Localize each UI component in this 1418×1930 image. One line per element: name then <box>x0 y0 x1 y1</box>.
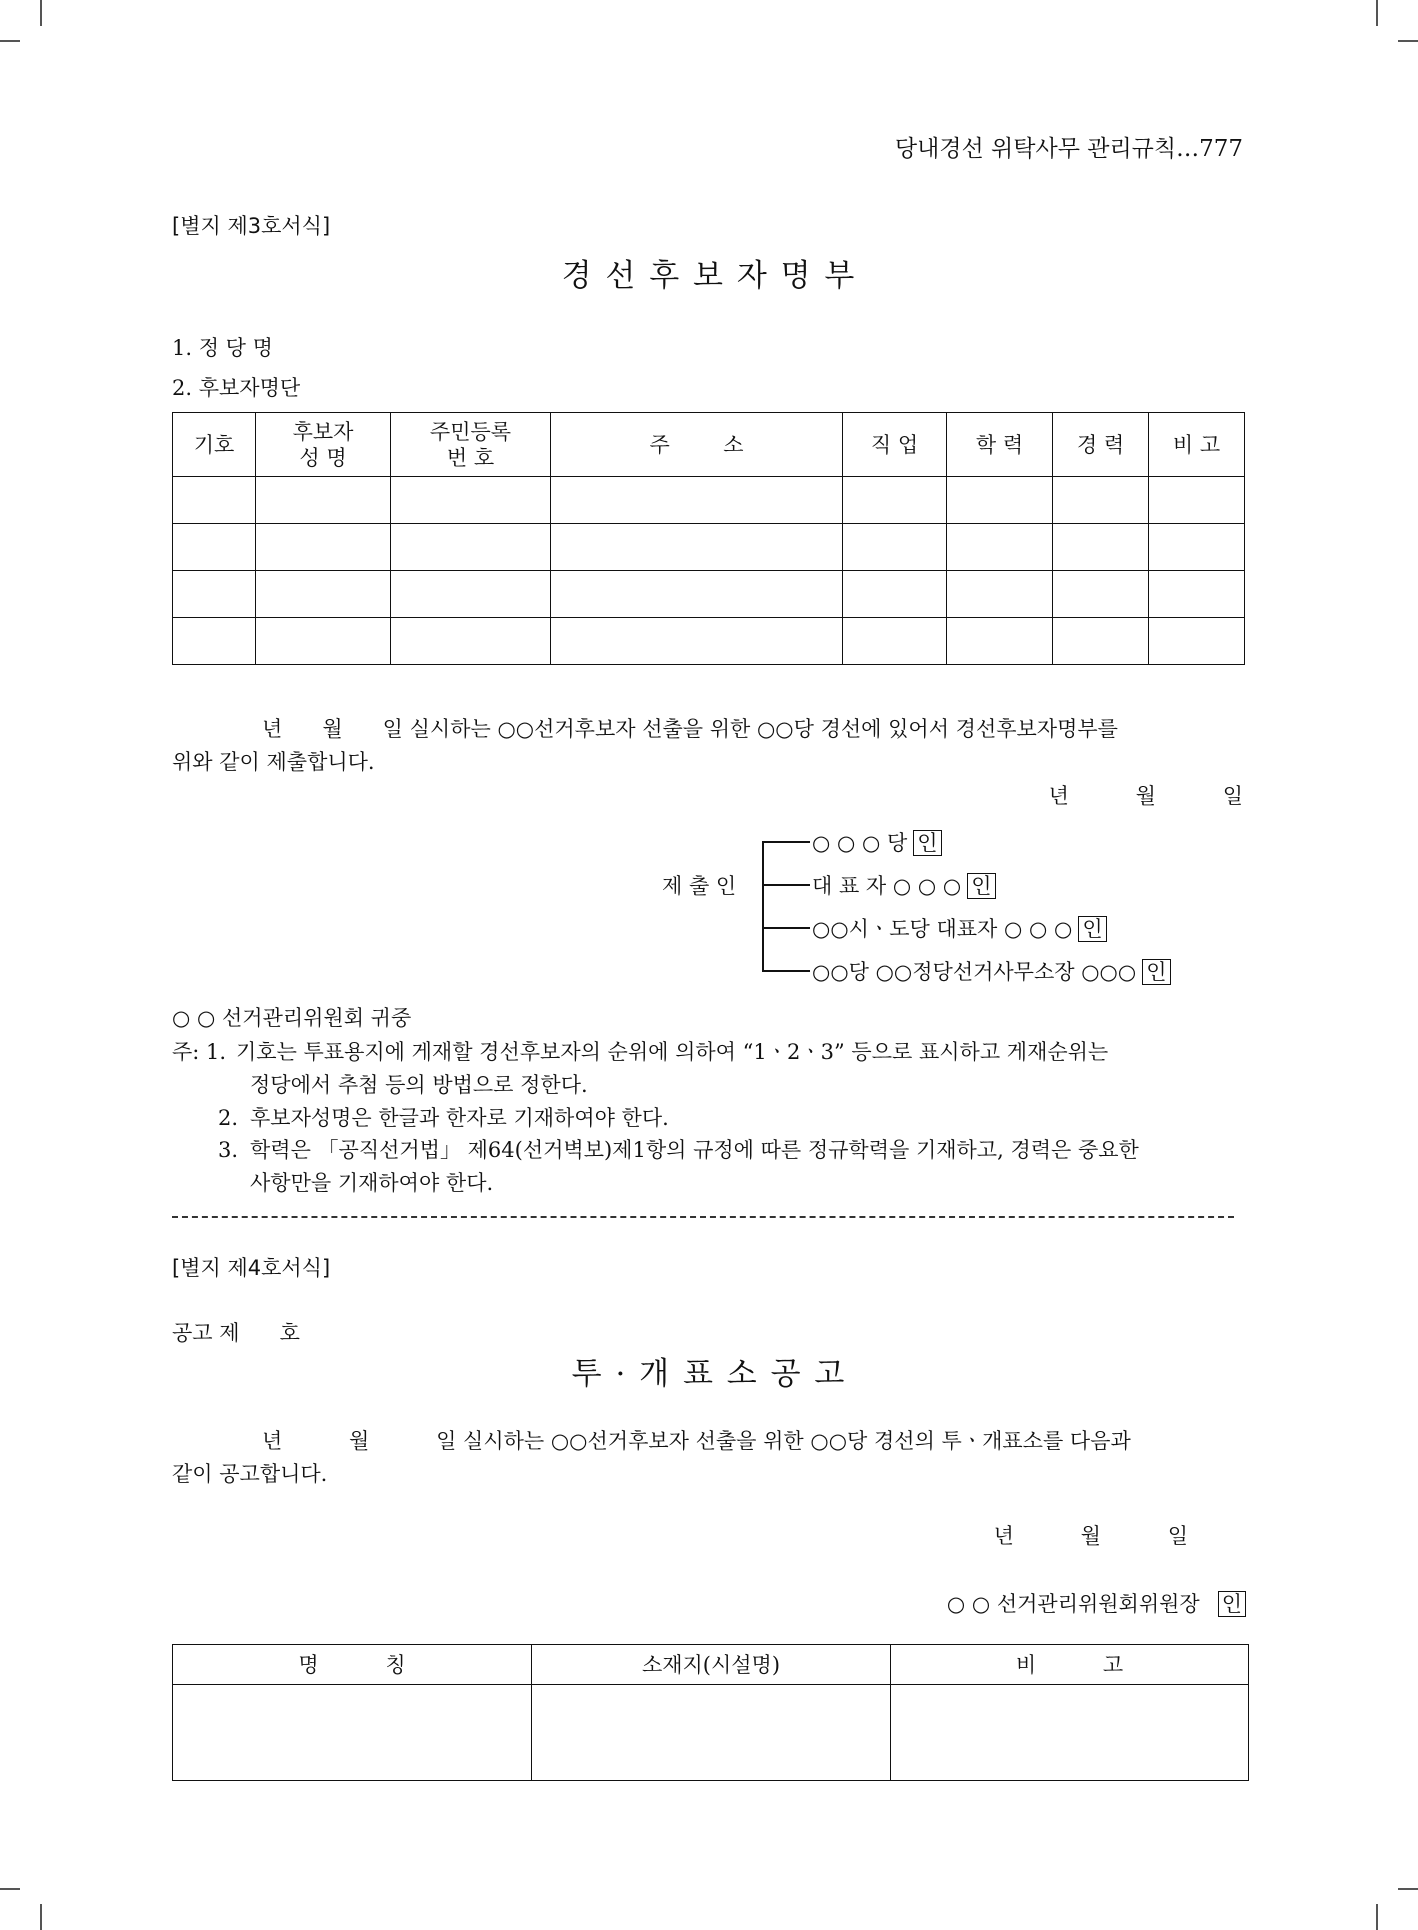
header-remarks: 비 고 <box>1149 413 1245 477</box>
crop-mark <box>40 1904 42 1930</box>
submitter-office-head: ○○당 ○○정당선거사무소장 ○○○ 인 <box>812 956 1171 986</box>
form3-body-line1: 년 월 일 실시하는 ○○선거후보자 선출을 위한 ○○당 경선에 있어서 경선후보자명부를 <box>262 717 1118 741</box>
note-2: 2. 후보자성명은 한글과 한자로 기재하여야 한다. <box>218 1106 669 1130</box>
section-divider <box>172 1216 1234 1218</box>
form3-label: [별지 제3호서식] <box>172 214 331 238</box>
form4-body-line2: 같이 공고합니다. <box>172 1462 328 1486</box>
seal-mark: 인 <box>967 873 995 899</box>
form3-body-line2: 위와 같이 제출합니다. <box>172 750 375 774</box>
bracket-line <box>762 841 764 971</box>
running-header: 당내경선 위탁사무 관리규칙…777 <box>894 136 1243 162</box>
table-row <box>173 477 1245 524</box>
candidate-table <box>172 412 1245 665</box>
table-row <box>173 1685 1249 1781</box>
bracket-line <box>762 927 810 929</box>
header-number: 기호 <box>173 413 256 477</box>
notice-number: 공고 제 호 <box>172 1321 300 1345</box>
note-3: 3. 학력은 「공직선거법」 제64(선거벽보)제1항의 규정에 따른 정규학력을 기재하고, 경력은 중요한 <box>218 1138 1139 1162</box>
bracket-line <box>762 841 810 843</box>
note-1: 주: 1. 기호는 투표용지에 게재할 경선후보자의 순위에 의하여 “1ㆍ2ㆍ3” 등으로 표시하고 게재순위는 <box>172 1040 1109 1064</box>
bracket-line <box>762 970 810 972</box>
header-name: 명 칭 <box>173 1645 532 1685</box>
form3-addressee: ○ ○ 선거관리위원회 귀중 <box>172 1006 412 1030</box>
header-address: 주 소 <box>551 413 843 477</box>
submitter-representative: 대 표 자 ○ ○ ○ 인 <box>812 870 996 900</box>
crop-mark <box>40 0 42 26</box>
form3-item-party: 1. 정 당 명 <box>172 336 273 360</box>
submitter-label: 제 출 인 <box>662 874 737 898</box>
header-remarks: 비 고 <box>891 1645 1249 1685</box>
form4-signer: ○ ○ 선거관리위원회위원장 인 <box>947 1588 1246 1618</box>
seal-mark: 인 <box>1142 959 1170 985</box>
form3-title: 경 선 후 보 자 명 부 <box>561 258 857 294</box>
crop-mark <box>0 40 20 42</box>
crop-mark <box>1398 40 1418 42</box>
form4-title: 투 · 개 표 소 공 고 <box>571 1356 847 1392</box>
polling-station-table <box>172 1644 1249 1781</box>
form4-body-line1: 년 월 일 실시하는 ○○선거후보자 선출을 위한 ○○당 경선의 투ㆍ개표소를 다음과 <box>262 1429 1131 1453</box>
header-candidate-name: 후보자 성 명 <box>256 413 391 477</box>
crop-mark <box>1398 1888 1418 1890</box>
header-education: 학 력 <box>947 413 1053 477</box>
note-3-cont: 사항만을 기재하여야 한다. <box>250 1171 494 1195</box>
bracket-line <box>762 884 810 886</box>
crop-mark <box>0 1888 20 1890</box>
form4-label: [별지 제4호서식] <box>172 1256 331 1280</box>
table-row <box>173 571 1245 618</box>
header-career: 경 력 <box>1053 413 1149 477</box>
submitter-party: ○ ○ ○ 당 인 <box>812 827 942 857</box>
submitter-province-representative: ○○시ㆍ도당 대표자 ○ ○ ○ 인 <box>812 913 1107 943</box>
seal-mark: 인 <box>1218 1591 1246 1617</box>
form3-date: 년 월 일 <box>1048 784 1243 808</box>
form3-item-candidates: 2. 후보자명단 <box>172 376 301 400</box>
form4-date: 년 월 일 <box>993 1524 1188 1548</box>
crop-mark <box>1376 1904 1378 1930</box>
table-row <box>173 618 1245 665</box>
header-resident-number: 주민등록 번 호 <box>391 413 551 477</box>
seal-mark: 인 <box>1078 916 1106 942</box>
note-1-cont: 정당에서 추첨 등의 방법으로 정한다. <box>250 1073 588 1097</box>
seal-mark: 인 <box>913 830 941 856</box>
header-location: 소재지(시설명) <box>532 1645 891 1685</box>
table-row <box>173 524 1245 571</box>
header-occupation: 직 업 <box>843 413 947 477</box>
crop-mark <box>1376 0 1378 26</box>
